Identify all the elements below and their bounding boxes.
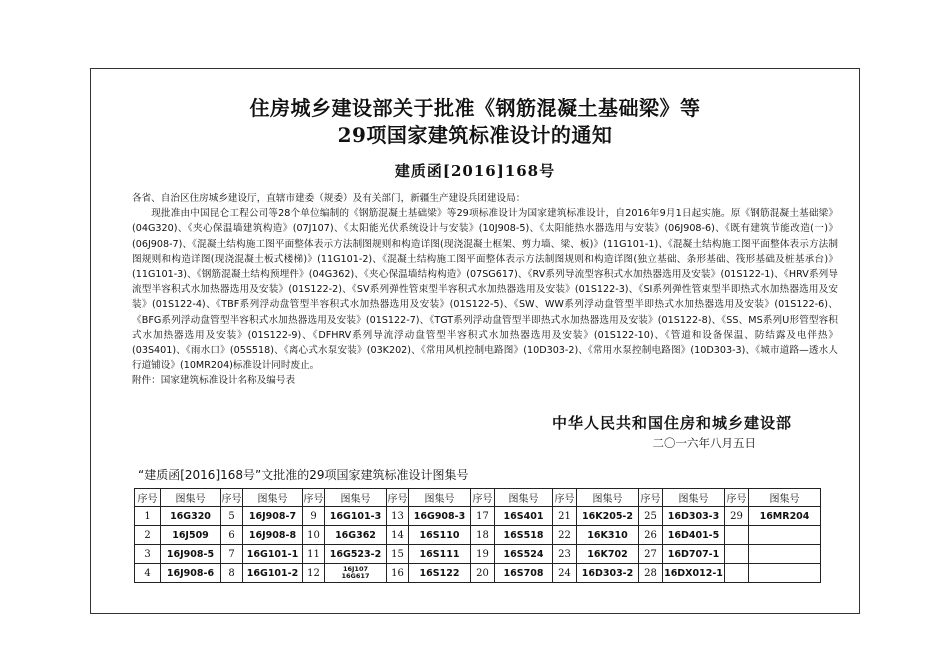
item-number: 24 — [553, 564, 577, 583]
item-number — [725, 526, 749, 545]
atlas-code: 16S401 — [495, 507, 553, 526]
atlas-code: 16S110 — [409, 526, 471, 545]
item-number: 23 — [553, 545, 577, 564]
atlas-code — [749, 545, 821, 564]
atlas-code: 16S708 — [495, 564, 553, 583]
atlas-code: 16S524 — [495, 545, 553, 564]
item-number: 3 — [135, 545, 161, 564]
header-code: 图集号 — [577, 489, 639, 507]
atlas-code — [325, 564, 387, 583]
item-number: 13 — [387, 507, 409, 526]
item-number: 17 — [471, 507, 495, 526]
atlas-code: 16D401-5 — [663, 526, 725, 545]
item-number: 10 — [303, 526, 325, 545]
header-code: 图集号 — [409, 489, 471, 507]
item-number: 19 — [471, 545, 495, 564]
table-row — [135, 507, 821, 526]
header-no: 序号 — [303, 489, 325, 507]
item-number: 27 — [639, 545, 663, 564]
atlas-code: 16G523-2 — [325, 545, 387, 564]
header-no: 序号 — [553, 489, 577, 507]
item-number: 5 — [221, 507, 243, 526]
header-code: 图集号 — [161, 489, 221, 507]
item-number: 1 — [135, 507, 161, 526]
item-number: 4 — [135, 564, 161, 583]
item-number — [725, 545, 749, 564]
issuing-authority: 中华人民共和国住房和城乡建设部 — [551, 414, 792, 432]
header-code: 图集号 — [495, 489, 553, 507]
atlas-code: 16D303-2 — [577, 564, 639, 583]
item-number: 29 — [725, 507, 749, 526]
atlas-code: 16G320 — [161, 507, 221, 526]
table-row — [135, 564, 821, 583]
item-number: 7 — [221, 545, 243, 564]
attachment-note: 附件：国家建筑标准设计名称及编号表 — [132, 375, 296, 387]
item-number: 28 — [639, 564, 663, 583]
item-number: 25 — [639, 507, 663, 526]
atlas-code-line1: 16J107 — [342, 565, 369, 573]
item-number: 12 — [303, 564, 325, 583]
atlas-code — [749, 564, 821, 583]
atlas-code: 16D707-1 — [663, 545, 725, 564]
item-number — [725, 564, 749, 583]
atlas-code: 16G101-1 — [243, 545, 303, 564]
atlas-code: 16G362 — [325, 526, 387, 545]
header-no: 序号 — [387, 489, 409, 507]
notice-body — [132, 191, 838, 389]
atlas-code: 16S111 — [409, 545, 471, 564]
item-number: 8 — [221, 564, 243, 583]
item-number: 9 — [303, 507, 325, 526]
atlas-code: 16J908-6 — [161, 564, 221, 583]
item-number: 26 — [639, 526, 663, 545]
item-number: 11 — [303, 545, 325, 564]
item-number: 14 — [387, 526, 409, 545]
header-code: 图集号 — [749, 489, 821, 507]
header-no: 序号 — [221, 489, 243, 507]
atlas-code: 16MR204 — [749, 507, 821, 526]
atlas-code: 16K310 — [577, 526, 639, 545]
notice-title-line2: 29项国家建筑标准设计的通知 — [337, 123, 613, 147]
issue-date: 二〇一六年八月五日 — [652, 436, 756, 450]
table-row — [135, 526, 821, 545]
item-number: 15 — [387, 545, 409, 564]
atlas-code: 16D303-3 — [663, 507, 725, 526]
document-number: 建质函[2016]168号 — [394, 162, 556, 180]
header-no: 序号 — [471, 489, 495, 507]
item-number: 16 — [387, 564, 409, 583]
table-header-row — [135, 489, 821, 507]
atlas-code: 16S518 — [495, 526, 553, 545]
item-number: 2 — [135, 526, 161, 545]
notice-main-text: 现批准由中国昆仑工程公司等28个单位编制的《钢筋混凝土基础梁》等29项标准设计为国家建筑标准设计，自2016年9月1日起实施。原《钢筋混凝土基础梁》(04G320)、《夹心保温墙建筑构造》(07J107)、《太阳能光伏系统设计与安装》(10J908-5)、《太阳能热水器选用与安装》(06J908-6)、《既有建筑节能改造(一)》(06J908-7)、《混凝土结构施工图平面整体表示方法制图规则和构造详图(现浇混凝土框架、剪力墙、梁、板)》(11G101-1)、《混凝土结构施工图平面整体表示方法制图规则和构造详图(现浇混凝土板式楼梯)》(11G101-2)、《混凝土结构施工图平面整体表示方法制图规则和构造详图(独立基础、条形基础、筏形基础及桩基承台)》(11G101-3)、《钢筋混凝土结构预埋件》(04G362)、《夹心保温墙结构构造》(07SG617)、《RV系列导流型容积式水加热器选用及安装》(01S122-1)、《HRV系列导流型半容积式水加热器选用及安装》(01S122-2)、《SV系列弹性管束型半容积式水加热器选用及安装》(01S122-3)、《SI系列弹性管束型半即热式水加热器选用及安装》(01S122-4)、《TBF系列浮动盘管型半容积式水加热器选用及安装》(01S122-5)、《SW、WW系列浮动盘管型半即热式水加热器选用及安装》(01S122-6)、《BFG系列浮动盘管型半容积式水加热器选用及安装》(01S122-7)、《TGT系列浮动盘管型半即热式水加热器选用及安装》(01S122-8)、《SS、MS系列U形管型容积式水加热器选用及安装》(01S122-9)、《DFHRV系列导流浮动盘管型半容积式水加热器选用及安装》(01S122-10)、《管道和设备保温、防结露及电伴热》(03S401)、《雨水口》(05S518)、《离心式水泵安装》(03K202)、《常用风机控制电路图》(10D303-2)、《常用水泵控制电路图》(10D303-3)、《城市道路—透水人行道铺设》(10MR204)标准设计同时废止。 — [132, 208, 838, 372]
header-no: 序号 — [135, 489, 161, 507]
atlas-code: 16J908-7 — [243, 507, 303, 526]
atlas-code: 16G101-2 — [243, 564, 303, 583]
atlas-code: 16G908-3 — [409, 507, 471, 526]
atlas-code: 16J509 — [161, 526, 221, 545]
table-row — [135, 545, 821, 564]
atlas-code: 16K702 — [577, 545, 639, 564]
notice-title-line1: 住房城乡建设部关于批准《钢筋混凝土基础梁》等 — [249, 96, 701, 120]
header-code: 图集号 — [663, 489, 725, 507]
atlas-code: 16S122 — [409, 564, 471, 583]
atlas-code-line2: 16G617 — [341, 572, 370, 580]
addressee: 各省、自治区住房城乡建设厅，直辖市建委（规委）及有关部门，新疆生产建设兵团建设局： — [132, 193, 526, 204]
item-number: 22 — [553, 526, 577, 545]
atlas-code: 16J908-5 — [161, 545, 221, 564]
atlas-code: 16DX012-1 — [663, 564, 725, 583]
item-number: 18 — [471, 526, 495, 545]
atlas-code — [749, 526, 821, 545]
header-no: 序号 — [725, 489, 749, 507]
table-title: “建质函[2016]168号”文批准的29项国家建筑标准设计图集号 — [138, 468, 469, 482]
atlas-code: 16K205-2 — [577, 507, 639, 526]
item-number: 20 — [471, 564, 495, 583]
atlas-number-table — [134, 488, 821, 583]
header-no: 序号 — [639, 489, 663, 507]
header-code: 图集号 — [325, 489, 387, 507]
atlas-code: 16J908-8 — [243, 526, 303, 545]
item-number: 21 — [553, 507, 577, 526]
header-code: 图集号 — [243, 489, 303, 507]
item-number: 6 — [221, 526, 243, 545]
atlas-code: 16G101-3 — [325, 507, 387, 526]
